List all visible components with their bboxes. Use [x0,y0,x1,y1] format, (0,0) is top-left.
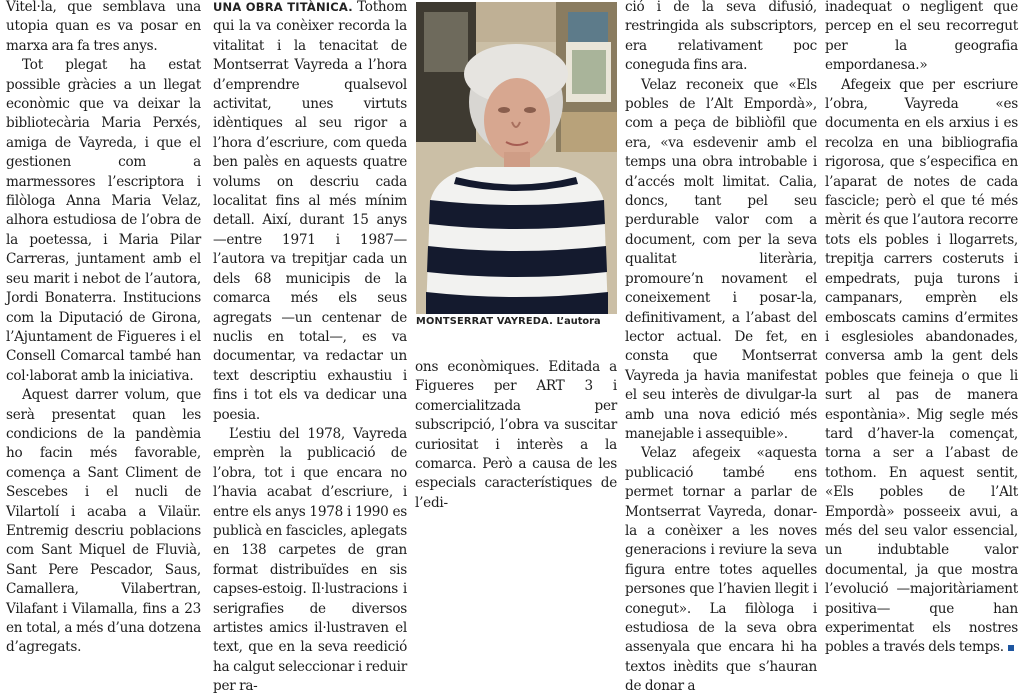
section-heading: UNA OBRA TITÀNICA. [213,0,353,14]
paragraph-text: Afegeix que per escriure l’obra, Vayreda «es documenta en els arxius i es recolza en una bibliografia rigorosa, que s’especifica en l’aparat de notes de cada fascicle; però el que té més mèrit és que l’autora recorre tots els pobles i llogarrets, trepitja carrers costeruts i empedrats, puja turons i campanars, emprèn els emboscats camins d’ermites i esglesioles abandonades, conversa amb la gent dels pobles que feineja o que li surt al pas de manera espontània». Mig segle més tard d’haver-la començat, torna a ser a l’abast de tothom. En aquest sentit, «Els pobles de l’Alt Empordà» posseeix avui, a més del seu valor essencial, un indubtable valor documental, ja que mostra l’evolució —majoritàriament positiva— que han experimentat els nostres pobles a través dels temps. [825,76,1018,656]
article-column-1 [6,0,201,658]
portrait-photo-icon [416,2,617,314]
paragraph: Velaz afegeix «aquesta publicació també ens permet tornar a parlar de Montserrat Vayreda, donar-la a conèixer a les noves generacions i reviure la seva figura entre totes aquelles persones que l’havien llegit i conegut». La filòloga i estudiosa de la seva obra assenyala que encara hi ha textos inèdits que s’hauran de donar a [625,445,817,695]
article-column-3 [625,0,817,697]
photo-caption [416,314,617,330]
paragraph: ció i de la seva difusió, restringida als subscriptors, era relativament poc coneguda fins ara. [625,0,817,74]
author-photo [416,2,617,328]
paragraph: inadequat o negligent que percep en el seu recorregut per la geografia empordanesa.» [825,0,1018,74]
paragraph: Tot plegat ha estat possible gràcies a un llegat econòmic que va deixar la bibliotecària Maria Perxés, amiga de Vayreda, i que el gestionen com a marmessores l’escriptora i filòloga Anna Maria Velaz, alhora estudiosa de l’obra de la poetessa, i Maria Pilar Carreras, juntament amb el seu marit i nebot de l’autora, Jordi Bonaterra. Institucions com la Diputació de Girona, l’Ajuntament de Figueres i el Consell Comarcal també han col·laborat amb la iniciativa. [6,57,201,384]
paragraph: L’estiu del 1978, Vayreda emprèn la publicació de l’obra, tot i que encara no l’havia acabat d’escriure, i entre els anys 1978 i 1990 es publicà en fascicles, aplegats en 138 carpetes de gran format distribuïdes en sis capses-estoig. Il·lustracions i serigrafies de diversos artistes amics il·lustraven el text, que en la seva reedició ha calgut seleccionar i reduir per ra- [213,425,407,695]
paragraph [825,76,1018,658]
end-of-article-icon [1008,645,1014,651]
caption-role: L’autora [553,316,601,327]
caption-name: MONTSERRAT VAYREDA. [416,316,554,327]
paragraph: ons econòmiques. Editada a Figueres per ART 3 i comercialitzada per subscripció, l’obra va suscitar curiositat i interès a la comarca. Però a causa de les especials característiques de l’edi- [415,359,617,511]
paragraph: Aquest darrer volum, que serà presentat quan les condicions de la pandèmia ho facin més favorable, comença a Sant Climent de Sescebes i el nucli de Vilartolí i acaba a Vilaür. Entremig descriu poblacions com Sant Miquel de Fluvià, Sant Pere Pescador, Saus, Camallera, Vilabertran, Vilafant i Vilamalla, fins a 23 en total, a més d’una dotzena d’agregats. [6,387,201,656]
article-column-2 [213,0,407,697]
paragraph: Vitel·la, que semblava una utopia quan es va posar en marxa ara fa tres anys. [6,0,201,54]
article-column-2-continued [415,358,617,513]
paragraph-text: Tothom qui la va conèixer recorda la vitalitat i la tenacitat de Montserrat Vayreda a l’hora d’emprendre qualsevol activitat, unes virtuts idèntiques al seu rigor a l’hora d’escriure, com queda ben palès en aquests quatre volums on descriu cada localitat fins al més mínim detall. Així, durant 15 anys —entre 1971 i 1987— l’autora va trepitjar cada un dels 68 municipis de la comarca més els seus agregats —un centenar de nuclis en total—, es va documentar, va redactar un text descriptiu exhaustiu i fins i tot els va dedicar una poesia. [213,0,407,423]
paragraph: Velaz reconeix que «Els pobles de l’Alt Empordà», com a peça de bibliòfil que era, «va esdevenir amb el temps una obra introbable i d’accés molt limitat. Calia, doncs, tant pel seu perdurable valor com a document, com per la seva qualitat literària, promoure’n novament el coneixement i posar-la, definitivament, a l’abast del lector actual. De fet, en consta que Montserrat Vayreda ja havia manifestat el seu interès de divulgar-la amb una nova edició més manejable i assequible». [625,76,817,442]
paragraph [213,0,407,425]
article-column-4 [825,0,1018,658]
